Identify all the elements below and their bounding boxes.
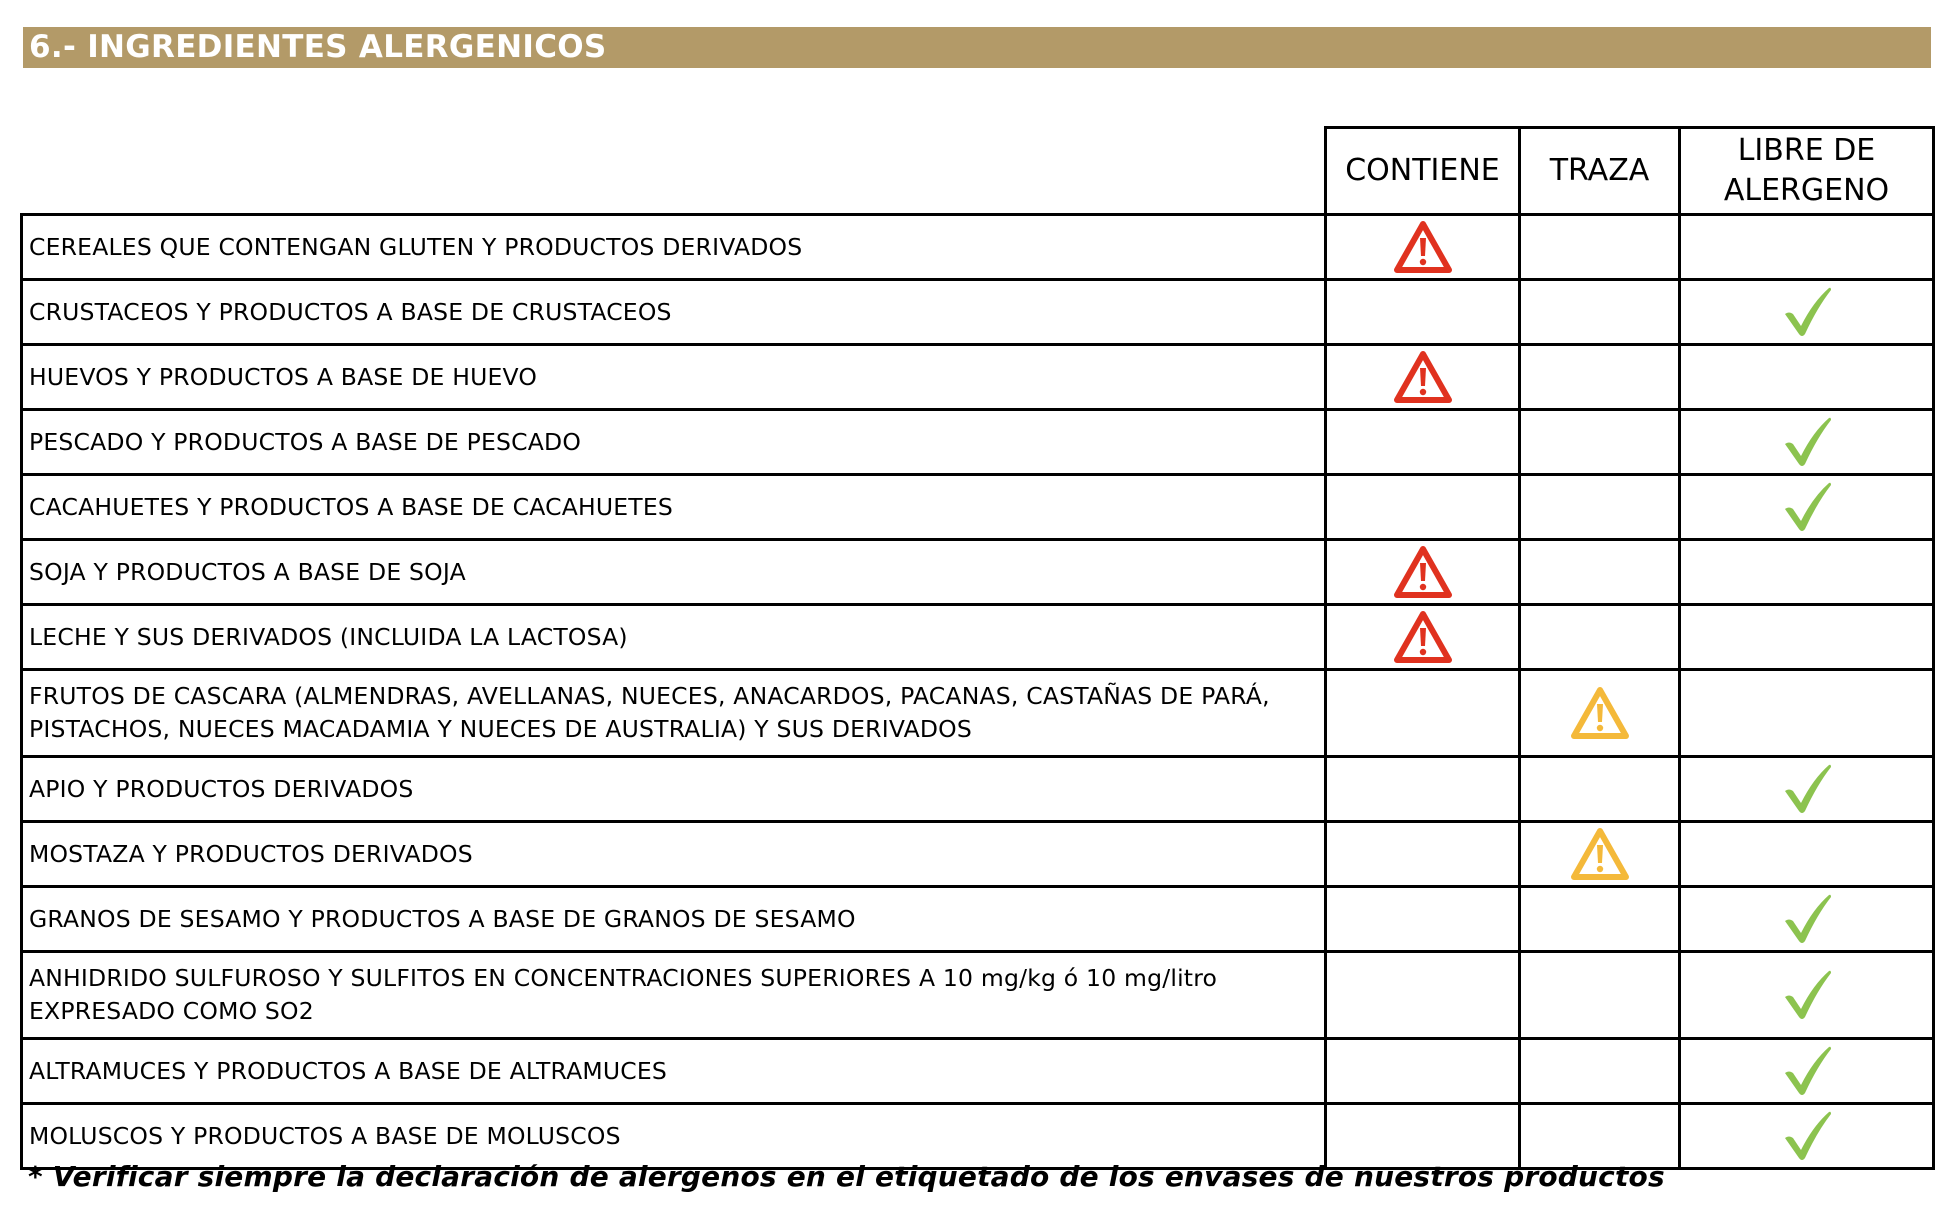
section-title: 6.- INGREDIENTES ALERGENICOS: [23, 27, 1931, 68]
cell-contains: [1326, 1039, 1520, 1104]
warning-triangle-red-icon: [1392, 544, 1454, 600]
cell-free: [1680, 670, 1934, 757]
checkmark-green-icon: [1779, 761, 1835, 817]
cell-trace: [1520, 822, 1680, 887]
cell-trace: [1520, 1039, 1680, 1104]
cell-trace: [1520, 345, 1680, 410]
allergen-label: CACAHUETES Y PRODUCTOS A BASE DE CACAHUETES: [22, 475, 1326, 540]
cell-contains: [1326, 757, 1520, 822]
cell-trace: [1520, 605, 1680, 670]
allergen-label: ANHIDRIDO SULFUROSO Y SULFITOS EN CONCENTRACIONES SUPERIORES A 10 mg/kg ó 10 mg/litro EXPRESADO COMO SO2: [22, 952, 1326, 1039]
table-row: [22, 1039, 1934, 1104]
cell-contains: [1326, 345, 1520, 410]
cell-contains: [1326, 475, 1520, 540]
warning-triangle-yellow-icon: [1569, 826, 1631, 882]
allergen-label: MOSTAZA Y PRODUCTOS DERIVADOS: [22, 822, 1326, 887]
table-row: [22, 670, 1934, 757]
allergen-label: SOJA Y PRODUCTOS A BASE DE SOJA: [22, 540, 1326, 605]
allergen-label: MOLUSCOS Y PRODUCTOS A BASE DE MOLUSCOS: [22, 1104, 1326, 1169]
column-header-contains: CONTIENE: [1326, 128, 1520, 215]
table-row: [22, 757, 1934, 822]
allergen-label: GRANOS DE SESAMO Y PRODUCTOS A BASE DE GRANOS DE SESAMO: [22, 887, 1326, 952]
checkmark-green-icon: [1779, 479, 1835, 535]
warning-triangle-red-icon: [1392, 609, 1454, 665]
allergen-label: FRUTOS DE CASCARA (ALMENDRAS, AVELLANAS, NUECES, ANACARDOS, PACANAS, CASTAÑAS DE PARÁ, PISTACHOS, NUECES MACADAMIA Y NUECES DE AUSTRALIA) Y SUS DERIVADOS: [22, 670, 1326, 757]
cell-contains: [1326, 215, 1520, 280]
cell-free: [1680, 952, 1934, 1039]
warning-triangle-yellow-icon: [1569, 685, 1631, 741]
table-row: [22, 540, 1934, 605]
allergen-label: PESCADO Y PRODUCTOS A BASE DE PESCADO: [22, 410, 1326, 475]
cell-free: [1680, 345, 1934, 410]
cell-free: [1680, 280, 1934, 345]
cell-trace: [1520, 1104, 1680, 1169]
allergen-label: APIO Y PRODUCTOS DERIVADOS: [22, 757, 1326, 822]
footnote: * Verificar siempre la declaración de alergenos en el etiquetado de los envases de nuestros productos: [28, 1160, 1665, 1193]
checkmark-green-icon: [1779, 1108, 1835, 1164]
cell-free: [1680, 410, 1934, 475]
checkmark-green-icon: [1779, 1043, 1835, 1099]
allergen-label: CEREALES QUE CONTENGAN GLUTEN Y PRODUCTOS DERIVADOS: [22, 215, 1326, 280]
allergen-label: CRUSTACEOS Y PRODUCTOS A BASE DE CRUSTACEOS: [22, 280, 1326, 345]
cell-trace: [1520, 410, 1680, 475]
table-row: [22, 887, 1934, 952]
cell-free: [1680, 215, 1934, 280]
warning-triangle-red-icon: [1392, 219, 1454, 275]
table-row: [22, 215, 1934, 280]
table-row: [22, 952, 1934, 1039]
allergen-label: LECHE Y SUS DERIVADOS (INCLUIDA LA LACTOSA): [22, 605, 1326, 670]
cell-free: [1680, 540, 1934, 605]
cell-free: [1680, 475, 1934, 540]
table-row: [22, 605, 1934, 670]
table-row: [22, 822, 1934, 887]
cell-free: [1680, 605, 1934, 670]
table-row: [22, 1104, 1934, 1169]
cell-contains: [1326, 605, 1520, 670]
cell-free: [1680, 757, 1934, 822]
table-row: [22, 345, 1934, 410]
cell-trace: [1520, 475, 1680, 540]
cell-free: [1680, 1039, 1934, 1104]
cell-trace: [1520, 887, 1680, 952]
table-row: [22, 280, 1934, 345]
column-header-free: LIBRE DE ALERGENO: [1680, 128, 1934, 215]
cell-trace: [1520, 757, 1680, 822]
column-header-trace: TRAZA: [1520, 128, 1680, 215]
allergen-label: HUEVOS Y PRODUCTOS A BASE DE HUEVO: [22, 345, 1326, 410]
checkmark-green-icon: [1779, 414, 1835, 470]
table-row: [22, 475, 1934, 540]
allergen-table: [20, 126, 1935, 1170]
cell-trace: [1520, 280, 1680, 345]
checkmark-green-icon: [1779, 967, 1835, 1023]
cell-contains: [1326, 540, 1520, 605]
checkmark-green-icon: [1779, 891, 1835, 947]
checkmark-green-icon: [1779, 284, 1835, 340]
cell-contains: [1326, 280, 1520, 345]
warning-triangle-red-icon: [1392, 349, 1454, 405]
table-header-row: [22, 128, 1934, 215]
cell-free: [1680, 822, 1934, 887]
cell-contains: [1326, 822, 1520, 887]
cell-contains: [1326, 410, 1520, 475]
cell-trace: [1520, 670, 1680, 757]
header-blank-cell: [22, 128, 1326, 215]
cell-trace: [1520, 952, 1680, 1039]
cell-free: [1680, 887, 1934, 952]
allergen-label: ALTRAMUCES Y PRODUCTOS A BASE DE ALTRAMUCES: [22, 1039, 1326, 1104]
cell-contains: [1326, 670, 1520, 757]
table-row: [22, 410, 1934, 475]
cell-trace: [1520, 540, 1680, 605]
cell-contains: [1326, 952, 1520, 1039]
cell-contains: [1326, 1104, 1520, 1169]
cell-trace: [1520, 215, 1680, 280]
allergen-table-body: [22, 215, 1934, 1169]
cell-free: [1680, 1104, 1934, 1169]
cell-contains: [1326, 887, 1520, 952]
